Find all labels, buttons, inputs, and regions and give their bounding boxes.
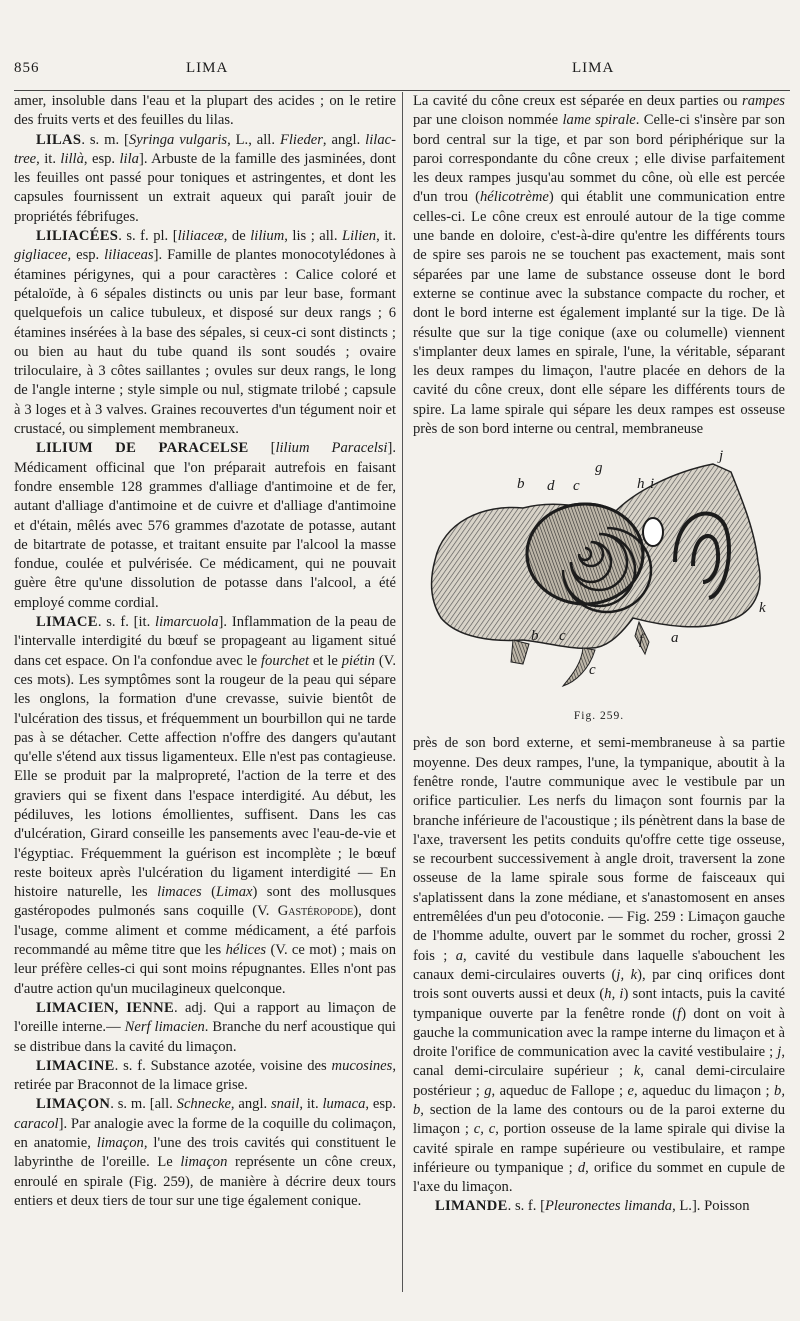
entry-text: . adj. Qui a rapport au limaçon de l'oreille interne.— (14, 999, 396, 1036)
fig-label-a: a (671, 630, 679, 647)
entry-text: représente un cône creux, enroulé en spirale (Fig. 259), de manière à décrire deux tours entiers et deux tiers de tour sur une tige également conique. (14, 1154, 396, 1209)
entry-text: , orifice du sommet en cupule de l'axe du limaçon. (413, 1159, 786, 1196)
entry-italic: limaçon (96, 1135, 144, 1152)
entry-italic: Limax (216, 884, 253, 901)
left-column (14, 92, 396, 1211)
entry-italic: Lilien (342, 228, 377, 245)
entry-text: , de (223, 228, 251, 245)
entry-text: , it. (299, 1096, 323, 1113)
entry-text: ]. Inflammation de la peau de l'intervalle interdigité du bœuf se propageant au ligament situé dans cet espace. On l'a confondue avec le (14, 614, 397, 669)
fig-label-c-bottom: c (589, 662, 596, 679)
figure-259 (413, 442, 785, 732)
headword: LILAS (36, 131, 82, 148)
entry-text: [ (248, 440, 276, 457)
cochlea-engraving (413, 442, 785, 732)
entry-italic: limaces (157, 884, 202, 901)
entry-italic: piétin (341, 652, 375, 669)
entry-italic: lumaca (322, 1096, 366, 1113)
entry-continuation: amer, insoluble dans l'eau et la plupart des acides ; on le retire des fruits verts et des feuilles du lilas. (14, 93, 396, 129)
entry-text: par une cloison nommée (413, 112, 563, 129)
column-divider (402, 92, 403, 1292)
entry-text: . Branche du nerf acoustique qui se distribue dans la cavité du limaçon. (14, 1019, 396, 1055)
entry-text: , section de la lame des contours ou de la paroi externe du limaçon ; (413, 1101, 785, 1138)
entry-limacien (14, 999, 396, 1057)
right-running-title: LIMA (572, 60, 615, 76)
entry-text: ), dont l'usage, comme aliment et comme médicament, a été parfois recommandé au même titre que les (14, 903, 396, 959)
entry-text: , angl. (230, 1096, 271, 1113)
entry-text: , it. (376, 228, 396, 245)
entry-text: . s. m. [ (81, 131, 129, 148)
entry-italic: g (484, 1082, 492, 1099)
fig-label-d: d (547, 478, 555, 495)
entry-italic: lillà (60, 150, 84, 167)
fig-label-c-lower: c (559, 628, 566, 645)
entry-text: ]. Médicament officinal que l'on préparait autrefois en faisant fondre ensemble 128 grammes d'alliage d'antimoine et de fer, autant d'alliage d'antimoine et de cuivre et d'alliage d'antimoine et d'étain, mêlés avec 576 grammes d'azotate de potasse, autant de bitartrate de potasse, et traitant ensuite par l'alcool la masse fondue, coulée et pulvérisée. Ce médicament, qui ne pouvait guère être qu'une dissolution de potasse dans l'alcool, a été employé comme cordial. (14, 440, 397, 611)
headword: LIMANDE (435, 1198, 508, 1215)
entry-smallcaps: Gastéropode (277, 903, 354, 920)
entry-text: ]. Par analogie avec la forme de la coquille du colimaçon, en anatomie, (14, 1115, 396, 1152)
entry-italic: liliaceas (104, 247, 154, 264)
entry-text: , cavité du vestibule dans laquelle s'abouchent les canaux demi-circulaires ouverts ( (413, 947, 785, 983)
entry-italic: e (627, 1082, 634, 1099)
fig-label-b-lower: b (531, 628, 539, 645)
headword: LIMAÇON (36, 1096, 111, 1113)
entry-text: et le (309, 652, 342, 669)
entry-text: ( (201, 884, 216, 901)
entry-text: La cavité du cône creux est séparée en deux parties ou (413, 93, 743, 109)
entry-limande (413, 1197, 785, 1216)
entry-text: . Celle-ci s'insère par son bord central sur la tige, et par son bord périphérique sur la paroi correspondante du cône creux ; elle divise parfaitement les deux rampes jusqu'au sommet du cône, où elle est percée d'un trou ( (413, 112, 785, 206)
entry-text: , aqueduc du limaçon ; (634, 1082, 775, 1099)
entry-italic: b, b (413, 1082, 785, 1118)
entry-text: . s. f. Substance azotée, voisine des (114, 1057, 332, 1074)
entry-lilas (14, 131, 396, 227)
entry-italic: caracol (14, 1115, 59, 1132)
entry-italic: gigliacee (14, 247, 68, 264)
entry-italic: c, c (473, 1121, 496, 1138)
entry-liliacees (14, 227, 396, 439)
entry-text: ) dont on voit à gauche la communication avec la rampe interne du limaçon et à droite l'orifice de communication avec la cavité vestibulaire ; (413, 1005, 785, 1061)
entry-italic: snail (271, 1096, 300, 1113)
entry-italic: lame spirale (562, 112, 636, 129)
entry-text: . s. m. [all. (110, 1096, 177, 1113)
entry-italic: fourchet (260, 652, 310, 669)
entry-italic: Schnecke (176, 1096, 231, 1113)
entry-italic: rampes (742, 93, 785, 109)
entry-limacine (14, 1057, 396, 1096)
fig-label-h: h (637, 476, 645, 493)
entry-text: , retirée par Braconnot de la limace grise. (14, 1057, 396, 1094)
entry-text: , it. (36, 150, 61, 167)
fig-label-k: k (759, 600, 766, 617)
entry-text: ]. Arbuste de la famille des jasminées, dont les feuilles ont passé pour toniques et astringentes, et dont les capsules fournissent un extrait aqueux qui paraît jouir de propriétés fébrifuges. (14, 150, 396, 225)
entry-italic: lila (119, 150, 139, 167)
entry-italic: k (633, 1063, 641, 1080)
entry-italic: a (455, 947, 464, 964)
entry-limace (14, 613, 396, 999)
left-running-title: LIMA (186, 60, 229, 76)
entry-text: . s. f. [it. (97, 614, 156, 631)
entry-italic: liliaceæ (177, 228, 224, 245)
entry-limacon (14, 1095, 396, 1211)
fig-label-i: i (650, 476, 655, 493)
entry-italic: d (577, 1159, 586, 1176)
entry-italic: lilium (250, 228, 285, 245)
entry-text: , canal demi-circulaire supérieur ; (413, 1044, 785, 1080)
fig-label-b: b (517, 476, 525, 493)
entry-italic: j (777, 1044, 782, 1061)
headword: LIMACE (36, 614, 98, 631)
entry-italic: h, i (604, 986, 624, 1003)
entry-text: , L., all. (227, 131, 280, 148)
header-rule (14, 90, 790, 91)
entry-italic: lilac-tree (14, 131, 396, 167)
headword: LILIUM DE PARACELSE (36, 440, 249, 457)
entry-text: ]. Famille de plantes monocotylédones à étamines périgynes, qui a pour caractères : Calice coloré et pétaloïde, à 6 sépales distincts ou unis par leur base, formant quelquefois un calice tubuleux, et disposé sur deux rangs ; 6 étamines insérées à la base des sépales, si ceux-ci sont distincts ; ou bien au haut du tube quand ils sont soudés ; ovaire triloculaire, à 3 côtes saillantes ; ovules sur deux rangs, le long de l'angle interne ; style simple ou nul, stigmate trilobé ; capsule à 3 loges et à 3 valves. Graines recouvertes d'un tégument noir et crustacé, ou simplement membraneux. (14, 247, 396, 438)
entry-text: , esp. (83, 150, 120, 167)
entry-continuation-2 (413, 734, 785, 1197)
entry-text: , L.]. Poisson (672, 1198, 750, 1215)
fig-label-f: f (639, 632, 644, 649)
right-column (413, 92, 785, 1217)
fig-label-g: g (595, 460, 603, 477)
entry-lilium (14, 439, 396, 613)
entry-italic: f (677, 1005, 682, 1022)
page-number: 856 (14, 60, 40, 76)
entry-text: ) qui établit une communication entre celles-ci. Le cône creux est enroulé autour de la tige comme une bande en doloire, c'est-à-dire qu'entre les différents tours de spire ses parois ne se touchent pas exactement, mais sont séparées par une lame de substance osseuse dont le bord externe se continue avec la substance compacte du rocher, et dont le bord interne est également implanté sur la tige. De là résulte que sur la tige conique (axe ou columelle) viennent s'implanter deux lames en spirale, l'une, la véritable, séparant les deux rampes du limaçon, l'autre placée en dehors de la cavité du cône creux, dont elle sépare les différents tours de spire. La lame spirale qui sépare les deux rampes est osseuse près de son bord interne ou central, membraneuse (413, 189, 785, 438)
entry-text: . s. f. [ (507, 1198, 545, 1215)
entry-italic: Nerf limacien (124, 1019, 205, 1036)
entry-italic: j, k (616, 966, 638, 983)
entry-text: (V. ces mots). Les symptômes sont la rougeur de la peau qui sépare les onglons, la formation d'une crevasse, suivie bientôt de l'ulcération des tissus, et fréquemment un bourbillon qui ne tarde pas à se détacher. Cette affection n'offre des dangers qu'autant qu'elle s'étend aux tissus ligamenteux. Elle n'est pas contagieuse. Elle se produit par la malpropreté, l'action de la terre et des graviers qui se fixent dans l'espace interdigité. Au début, les pédiluves, les lotions émollientes, suffisent. Dans les cas d'ulcération, Girard conseille les pansements avec l'eau-de-vie et l'égyptiac. Fréquemment la guérison est incomplète ; le bœuf reste boiteux après l'ulcération du ligament interdigité — En histoire naturelle, les (14, 652, 396, 901)
entry-italic: Flieder (279, 131, 323, 148)
entry-text: . s. f. pl. [ (118, 228, 178, 245)
entry-text: (V. ce mot) ; mais on leur préfère celles-ci qui sont moins répugnantes. Elles n'ont pas d'autre action qu'un mucilagineux quelconque. (14, 942, 396, 997)
entry-italic: limarcuola (155, 614, 219, 631)
entry-text: ) sont des mollusques gastéropodes pulmonés sans coquille (V. (14, 884, 396, 920)
entry-text: , portion osseuse de la lame spirale qui divise la cavité spirale en rampe supérieure ou vestibulaire, et rampe inférieure ou tympanique ; (413, 1121, 785, 1176)
entry-continuation (413, 92, 785, 439)
entry-text: ), par cinq orifices dont trois sont ouverts aussi et deux ( (413, 966, 785, 1003)
entry-italic: limaçon (180, 1154, 228, 1171)
entry-text: près de son bord externe, et semi-membraneuse à sa partie moyenne. Des deux rampes, l'une, la tympanique, aboutit à la fenêtre ronde, l'autre communique avec le vestibule par un orifice particulier. Les nerfs du limaçon sont fournis par la branche inférieure de l'acoustique ; ils pénètrent dans la base de l'axe, traversent les petits conduits qu'offre cette tige osseuse, se recourbent successivement à angle droit, traversent la zone osseuse de la lame spirale sous forme de faisceaux qui s'aplatissent dans la zone médiane, et s'anastomosent en anses entremêlées d'un peu d'otoconie. — Fig. 259 : Limaçon gauche de l'homme adulte, ouvert par le sommet du rocher, grossi 2 fois ; (413, 735, 785, 964)
entry-italic: Pleuronectes limanda (544, 1198, 673, 1215)
process-left (511, 640, 529, 664)
entry-text: ) sont intacts, puis la cavité tympanique ouverte par la fenêtre ronde ( (413, 986, 786, 1022)
entry-italic: lilium Paracelsi (275, 440, 388, 457)
fig-label-j: j (719, 448, 724, 465)
entry-text: , esp. (67, 247, 105, 264)
entry-italic: hélicotrème (479, 189, 549, 206)
headword: LILIACÉES (36, 228, 119, 245)
entry-text: , angl. (322, 131, 366, 148)
entry-text: , l'une des trois cavités qui constituent le labyrinthe de l'oreille. Le (14, 1135, 396, 1171)
entry-text: , aqueduc de Fallope ; (491, 1082, 628, 1099)
entry-italic: hélices (225, 942, 267, 959)
headword: LIMACINE (36, 1057, 115, 1074)
entry-text: , esp. (365, 1096, 396, 1113)
entry-text: , lis ; all. (284, 228, 343, 245)
entry-italic: Syringa vulgaris (128, 131, 228, 148)
headword: LIMACIEN, IENNE (36, 999, 174, 1016)
figure-caption: Fig. 259. (573, 710, 625, 723)
fig-label-c: c (573, 478, 580, 495)
entry-text: , canal demi-circulaire postérieur ; (413, 1063, 785, 1099)
entry-italic: mucosines (331, 1057, 393, 1074)
